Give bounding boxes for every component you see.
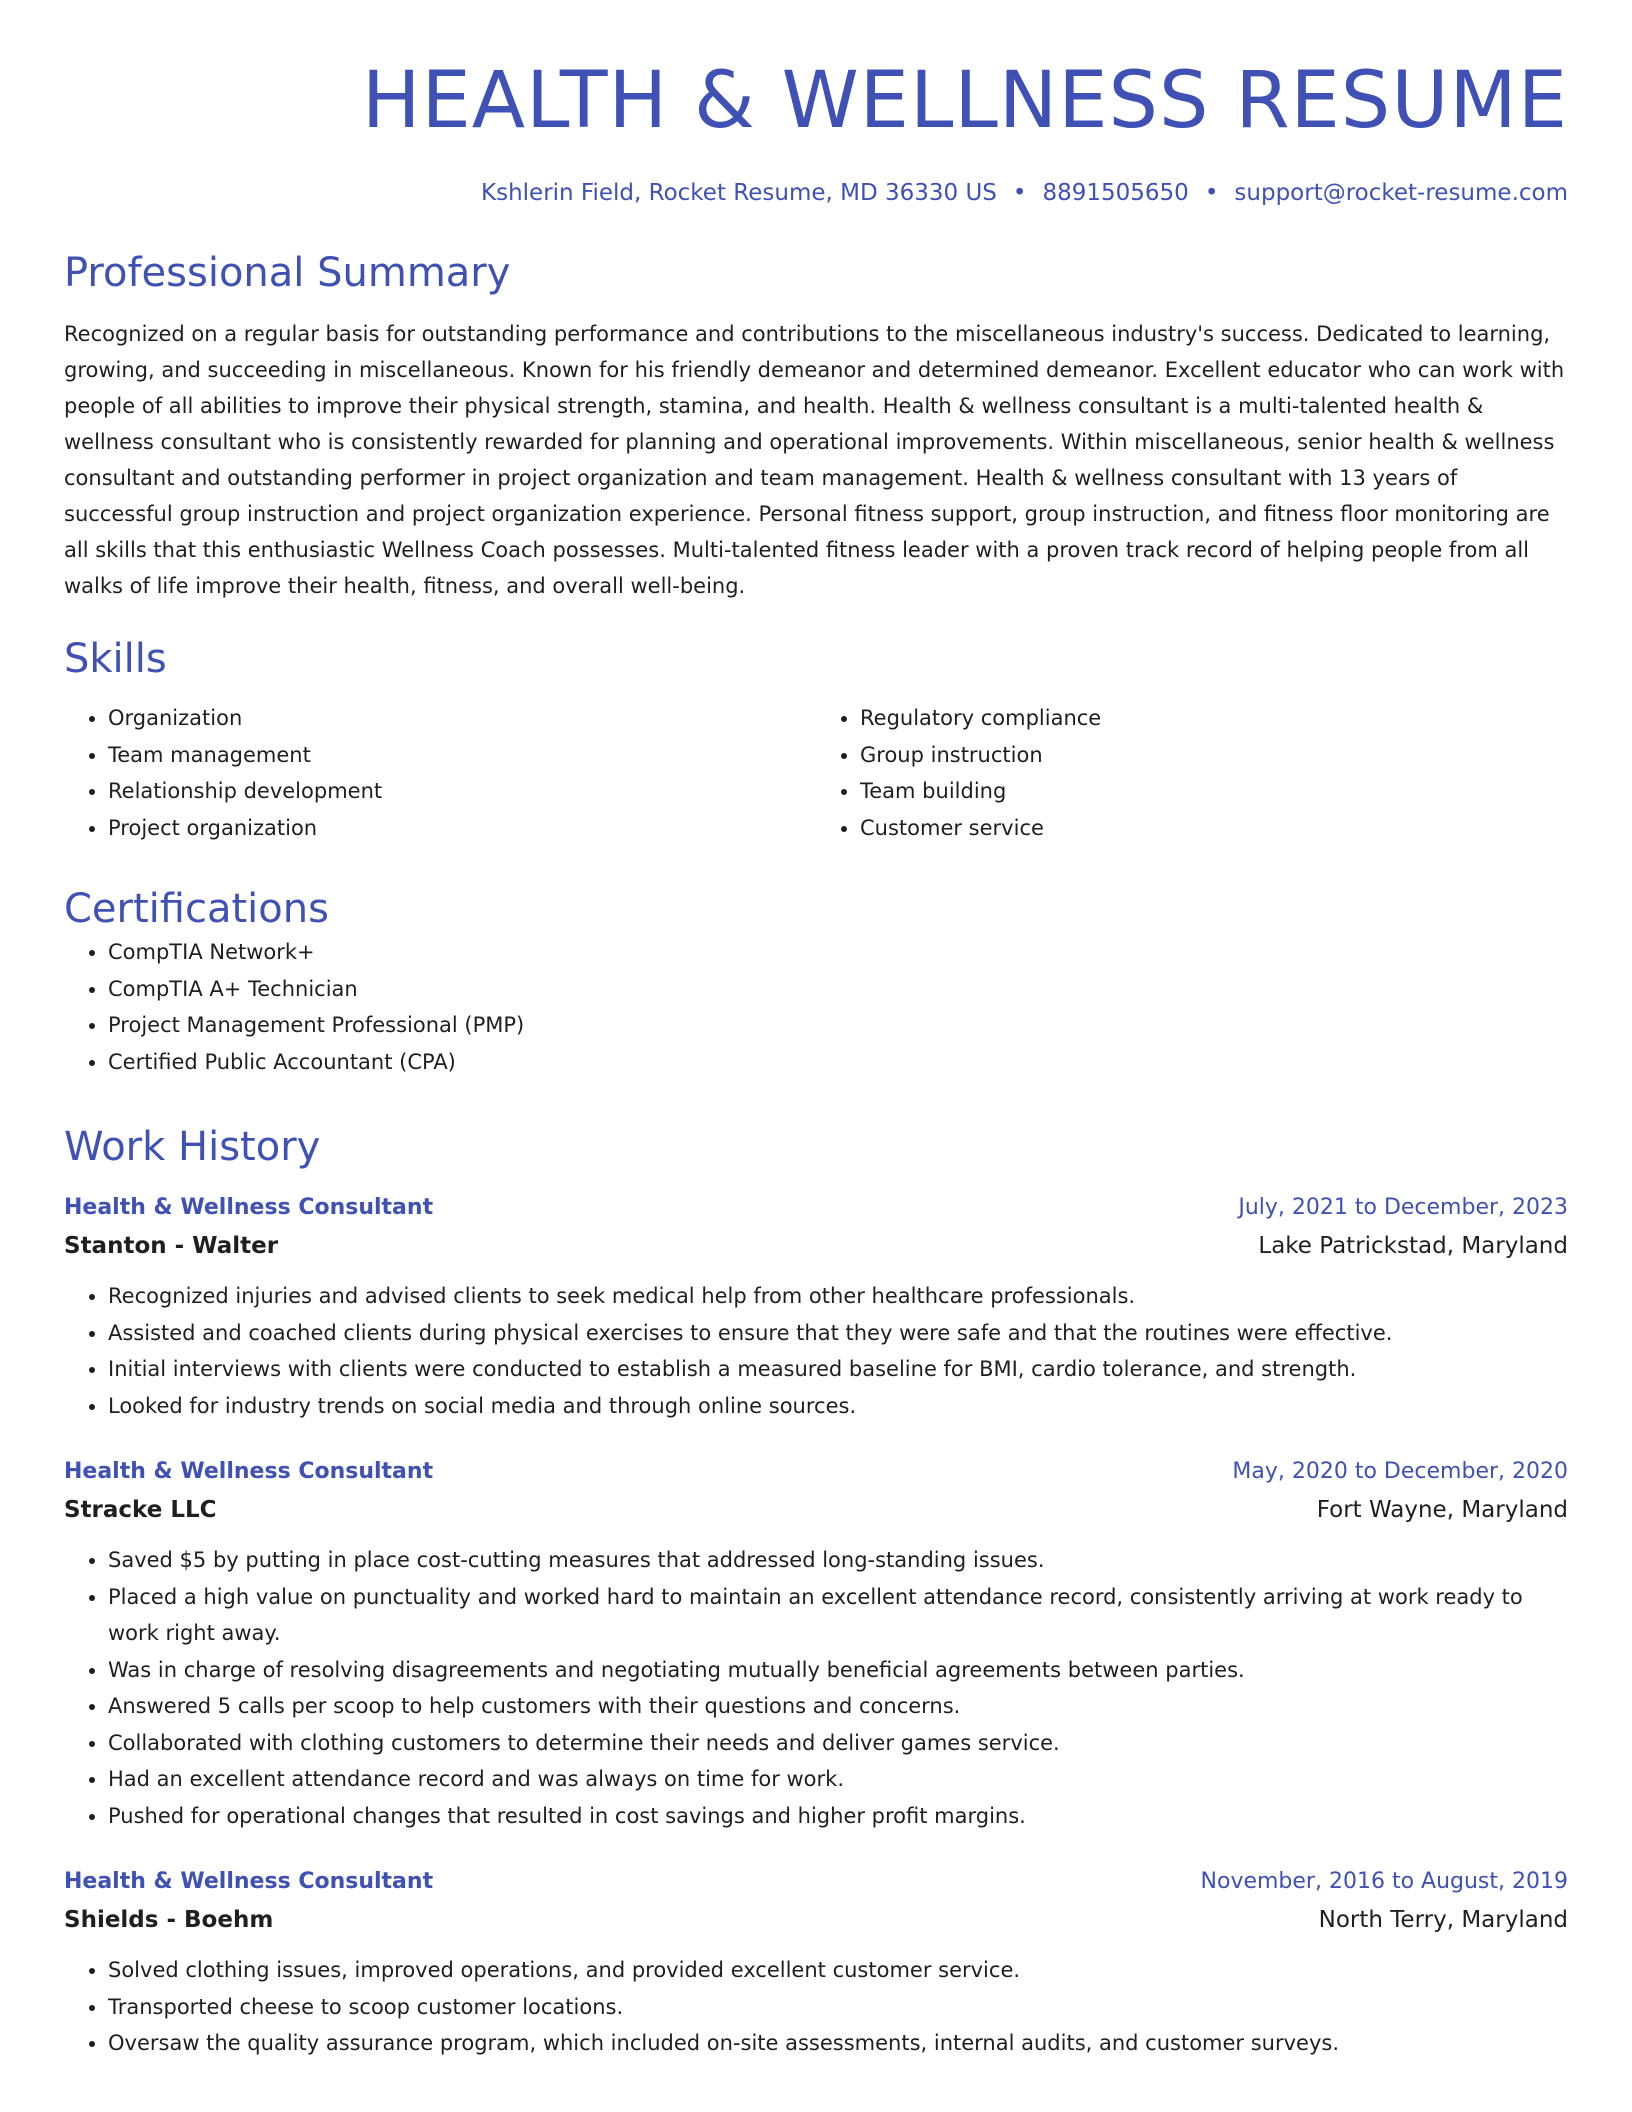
job-header-row [64,1190,1568,1226]
skill-item: • Organization [108,700,816,737]
job-company-row [64,1226,1568,1266]
certifications-list [64,934,1568,1080]
job-company: Stanton - Walter [64,1233,279,1259]
skill-item: • Team building [860,773,1568,810]
summary-text: Recognized on a regular basis for outstanding performance and contributions to the miscellaneous industry's success. Dedicated to learning, growing, and succeeding in miscellaneous. Known for his friendly demeanor and determined demeanor. Excellent educator who can work with people of all abilities to improve their physical strength, stamina, and health. Health & wellness consultant is a multi-talented health & wellness consultant who is consistently rewarded for planning and operational improvements. Within miscellaneous, senior health & wellness consultant and outstanding performer in project organization and team management. Health & wellness consultant with 13 years of successful group instruction and project organization experience. Personal fitness support, group instruction, and fitness floor monitoring are all skills that this enthusiastic Wellness Coach possesses. Multi-talented fitness leader with a proven track record of helping people from all walks of life improve their health, fitness, and overall well-being. [64,322,1565,598]
job-dates: July, 2021 to December, 2023 [1238,1195,1568,1220]
job-bullet: • Was in charge of resolving disagreements and negotiating mutually beneficial agreements between parties. [108,1652,1568,1689]
job-title: Health & Wellness Consultant [64,1869,434,1894]
job-company-row [64,1490,1568,1530]
job-bullet: • Collaborated with clothing customers to determine their needs and deliver games service. [108,1725,1568,1762]
resume-page [64,0,1568,2062]
job-bullet: • Transported cheese to scoop customer locations. [108,1989,1568,2026]
skill-item: • Team management [108,737,816,774]
job-bullet: • Recognized injuries and advised clients to seek medical help from other healthcare professionals. [108,1278,1568,1315]
certification-item: • CompTIA Network+ [108,934,1568,971]
skill-item: • Group instruction [860,737,1568,774]
job-bullet: • Saved $5 by putting in place cost-cutting measures that addressed long-standing issues. [108,1542,1568,1579]
job-bullet: • Pushed for operational changes that resulted in cost savings and higher profit margins. [108,1798,1568,1835]
skills-columns [64,700,1568,846]
job-title: Health & Wellness Consultant [64,1459,434,1484]
contact-address: Kshlerin Field, Rocket Resume, MD 36330 US [481,180,997,206]
job-bullets [64,1542,1568,1834]
skills-heading: Skills [64,636,167,682]
job-title: Health & Wellness Consultant [64,1195,434,1220]
job-header-row [64,1454,1568,1490]
job-company: Shields - Boehm [64,1907,274,1933]
job-bullets [64,1278,1568,1424]
contact-email: support@rocket-resume.com [1234,180,1568,206]
job-bullet: • Looked for industry trends on social media and through online sources. [108,1388,1568,1425]
certifications-heading: Certifications [64,886,329,932]
skill-item: • Regulatory compliance [860,700,1568,737]
job-bullets [64,1952,1568,2062]
certification-item: • CompTIA A+ Technician [108,971,1568,1008]
contact-separator: • [1204,180,1219,206]
job-bullet: • Had an excellent attendance record and was always on time for work. [108,1761,1568,1798]
job-location: North Terry, Maryland [1318,1907,1568,1933]
resume-title: HEALTH & WELLNESS RESUME [361,56,1568,146]
skills-list-right [816,700,1568,846]
job-bullet: • Solved clothing issues, improved operations, and provided excellent customer service. [108,1952,1568,1989]
job-location: Lake Patrickstad, Maryland [1258,1233,1568,1259]
job-dates: May, 2020 to December, 2020 [1232,1459,1568,1484]
job-entry [64,1190,1568,1424]
job-entry [64,1864,1568,2062]
contact-phone: 8891505650 [1042,180,1189,206]
job-bullet: • Answered 5 calls per scoop to help customers with their questions and concerns. [108,1688,1568,1725]
skills-list-left [64,700,816,846]
job-dates: November, 2016 to August, 2019 [1200,1869,1568,1894]
job-header-row [64,1864,1568,1900]
skill-item: • Customer service [860,810,1568,847]
skill-item: • Project organization [108,810,816,847]
certification-item: • Certified Public Accountant (CPA) [108,1044,1568,1081]
job-company: Stracke LLC [64,1497,217,1523]
job-location: Fort Wayne, Maryland [1316,1497,1568,1523]
job-company-row [64,1900,1568,1940]
certification-item: • Project Management Professional (PMP) [108,1007,1568,1044]
job-bullet: • Initial interviews with clients were conducted to establish a measured baseline for BMI, cardio tolerance, and strength. [108,1351,1568,1388]
contact-separator: • [1012,180,1027,206]
contact-line [64,178,1568,208]
work-history-heading: Work History [64,1124,321,1170]
job-bullet: • Oversaw the quality assurance program, which included on-site assessments, internal audits, and customer surveys. [108,2025,1568,2062]
job-bullet: • Assisted and coached clients during physical exercises to ensure that they were safe and that the routines were effective. [108,1315,1568,1352]
job-bullet: • Placed a high value on punctuality and worked hard to maintain an excellent attendance record, consistently arriving at work ready to work right away. [108,1579,1568,1652]
job-entry [64,1454,1568,1834]
summary-heading: Professional Summary [64,250,511,296]
skill-item: • Relationship development [108,773,816,810]
